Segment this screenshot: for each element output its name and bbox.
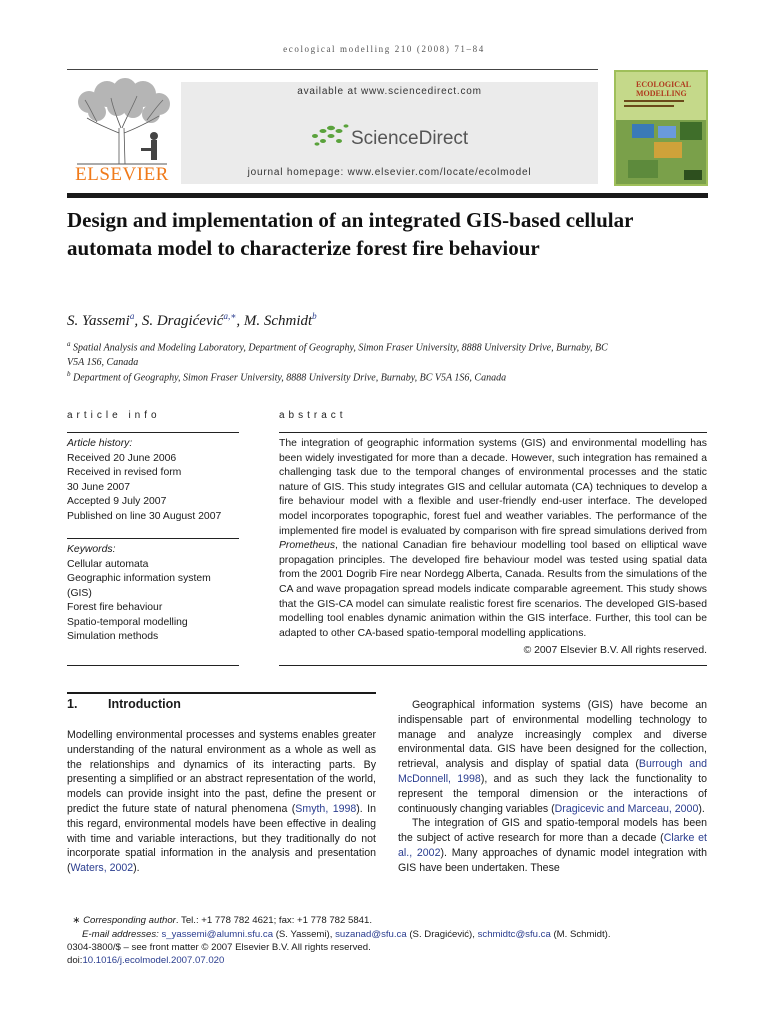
- journal-homepage-text: journal homepage: www.elsevier.com/locate/ecolmodel: [247, 167, 532, 178]
- intro-rule: [67, 692, 376, 694]
- intro-left-text-2: ). In this regard, environmental models have been effective in dealing with time and variable interactions, but they traditionally do not incorporate spatial information in the analysis and presentation (: [67, 802, 376, 875]
- article-info-heading: article info: [67, 410, 161, 421]
- corresponding-author-contact: . Tel.: +1 778 782 4621; fax: +1 778 782 5841.: [175, 915, 372, 926]
- affiliation-a-mark: a: [67, 340, 71, 348]
- article-history: [67, 437, 239, 524]
- citation-smyth-1998[interactable]: Smyth, 1998: [295, 802, 357, 815]
- abstract-rule-top: [279, 432, 707, 433]
- history-item: Received in revised form: [67, 467, 182, 478]
- keywords-block: [67, 543, 239, 645]
- email-owner-yassemi: (S. Yassemi),: [273, 929, 336, 940]
- abstract-rule-bottom: [279, 665, 707, 666]
- citation-waters-2002[interactable]: Waters, 2002: [70, 862, 134, 875]
- author-dragicevic[interactable]: S. Dragićević: [141, 313, 224, 329]
- intro-right-text-4: The integration of GIS and spatio-temporal models has been the subject of active research for more than a decade (: [398, 817, 707, 845]
- abstract-text-2: , the national Canadian fire behaviour modelling tool based on elliptical wave propagation principles. The developed fire behaviour model was tested using spatial data from the 2001 Dogrib Fire near Nordegg Alberta, Canada. Results from the simulations of the CA and wave propagation spread models indicate comparable agreement. This study shows that the GIS-CA model can simulate realistic forest fire scenarios. The developed GIS-based modelling tool enables dynamic animation within the GIS interface. Further, this tool can be adapted to other CA-based spatio-temporal modelling applications.: [279, 540, 707, 639]
- elsevier-wordmark: ELSEVIER: [75, 164, 169, 185]
- email-link-yassemi[interactable]: s_yassemi@alumni.sfu.ca: [161, 929, 274, 940]
- keyword-item: Geographic information system: [67, 573, 211, 584]
- author-schmidt-affil-mark[interactable]: b: [312, 311, 317, 321]
- history-item: Accepted 9 July 2007: [67, 496, 167, 507]
- keyword-item: Cellular automata: [67, 558, 149, 570]
- footnote-emails: [82, 928, 712, 941]
- corresponding-author-label: Corresponding author: [83, 915, 176, 926]
- history-item: 30 June 2007: [67, 481, 130, 493]
- email-owner-schmidt: (M. Schmidt).: [550, 929, 611, 940]
- citation-clarke-2002[interactable]: Clarke et al., 2002: [398, 832, 708, 859]
- intro-right-text-1: Geographical information systems (GIS) have become an indispensable part of environmental modelling technology to manage and analyze increasingly complex and diverse environmental data. GIS have been designed for the collection, retrieval, analysis and display of spatial data (: [398, 699, 707, 771]
- history-item: Published on line 30 August 2007: [67, 510, 222, 522]
- available-at-text: available at www.sciencedirect.com: [297, 86, 482, 97]
- sciencedirect-dots-icon: [309, 122, 349, 150]
- email-label: E-mail addresses:: [82, 929, 162, 940]
- abstract-heading: abstract: [279, 410, 347, 421]
- sciencedirect-logo: [309, 122, 479, 152]
- intro-heading: Introduction: [108, 697, 181, 711]
- author-yassemi[interactable]: S. Yassemi: [67, 313, 130, 329]
- keyword-item: Forest fire behaviour: [67, 602, 163, 613]
- citation-burrough-1998[interactable]: Burrough and McDonnell, 1998: [398, 758, 707, 785]
- citation-dragicevic-2000[interactable]: Dragicevic and Marceau, 2000: [554, 802, 699, 815]
- intro-number: 1.: [67, 697, 78, 711]
- footnote-corresponding: [67, 914, 707, 927]
- abstract-copyright: © 2007 Elsevier B.V. All rights reserved.: [523, 645, 707, 656]
- intro-right-text-5: ). Many approaches of dynamic model integration with GIS have been undertaken. These: [398, 846, 707, 874]
- journal-cover: [614, 70, 708, 186]
- email-owner-dragicevic: (S. Dragićević),: [406, 929, 478, 940]
- author-dragicevic-affil-mark[interactable]: a,∗: [223, 311, 237, 321]
- footnote-issn: 0304-3800/$ – see front matter © 2007 Elsevier B.V. All rights reserved.: [67, 942, 371, 953]
- keyword-item: Spatio-temporal modelling: [67, 616, 188, 628]
- intro-left-text-3: ).: [133, 862, 140, 875]
- header-rule: [67, 69, 598, 70]
- email-link-dragicevic[interactable]: suzanad@sfu.ca: [335, 929, 407, 940]
- author-list: S. Yassemi$^a$, S. Dragićević$^{a,∗}$, M. Schmidt$^b$: [67, 311, 317, 329]
- footnote-star: ∗: [72, 915, 81, 926]
- article-history-label: Article history:: [67, 438, 133, 449]
- affiliation-b-mark: b: [67, 370, 71, 378]
- abstract-prometheus: Prometheus: [279, 540, 336, 552]
- abstract-body: [279, 437, 707, 641]
- keyword-item: (GIS): [67, 587, 92, 599]
- author-schmidt[interactable]: M. Schmidt: [243, 313, 313, 329]
- cover-title: ECOLOGICAL MODELLING: [636, 80, 691, 98]
- intro-right-text-3: ).: [698, 802, 705, 815]
- elsevier-logo: [67, 78, 177, 186]
- affiliation-b: [67, 367, 707, 385]
- sciencedirect-banner: [181, 82, 598, 184]
- article-title-text: Design and implementation of an integrated GIS-based cellular automata model to characterize forest fire behaviour: [67, 208, 634, 260]
- article-info-rule-top: [67, 432, 239, 433]
- keyword-item: Simulation methods: [67, 631, 159, 642]
- intro-left-text-1: Modelling environmental processes and systems enables greater understanding of the natural environment as a whole as well as the relationships and dynamics of its interacting parts. By presenting a simplified or an abstract representation of the world, models can provide insight into the past, define the present or predict the future state of natural phenomena (: [67, 729, 376, 815]
- title-rule: [67, 193, 708, 198]
- intro-right-text-2: ), and as such they lack the functionality to represent the temporal dimension or the interactions of continuously changing variables (: [398, 772, 707, 815]
- email-link-schmidt[interactable]: schmidtc@sfu.ca: [477, 929, 551, 940]
- footnote-doi: [67, 954, 707, 967]
- keywords-label: Keywords:: [67, 544, 116, 555]
- running-head: ecological modelling 210 (2008) 71–84: [283, 44, 485, 54]
- abstract-text-1: The integration of geographic information systems (GIS) and environmental modelling has been widely investigated for more than a decade. However, such integration has remained a challenging task due to the temporal changes of environmental processes and the static nature of GIS. This study integrates GIS and cellular automata (CA) techniques to develop a fire behaviour model with a flexible and user-friendly end-user interface. The developed model incorporates topographic, forest fuel and weather variables. The performance of the implemented fire model is evaluated by comparison with fire spread simulations derived from: [279, 438, 707, 537]
- article-info-rule-bottom: [67, 665, 239, 666]
- doi-label: doi:: [67, 955, 83, 966]
- history-item: Received 20 June 2006: [67, 452, 177, 464]
- article-info-rule-mid: [67, 538, 239, 539]
- affiliation-a-text: Spatial Analysis and Modeling Laboratory, Department of Geography, Simon Fraser University, 8888 University Drive, Burnaby, BC V5A 1S6, Canada: [67, 342, 608, 369]
- intro-left-column: [67, 728, 376, 876]
- article-title: [67, 206, 707, 262]
- doi-link[interactable]: 10.1016/j.ecolmodel.2007.07.020: [82, 955, 225, 966]
- affiliation-a: [67, 337, 627, 370]
- intro-right-column: [398, 698, 707, 876]
- elsevier-tree-icon: [67, 78, 177, 166]
- author-yassemi-affil-mark[interactable]: a: [129, 311, 135, 321]
- affiliation-b-text: Department of Geography, Simon Fraser University, 8888 University Drive, Burnaby, BC V5A 1S6, Canada: [73, 372, 507, 384]
- sciencedirect-wordmark: ScienceDirect: [351, 128, 469, 149]
